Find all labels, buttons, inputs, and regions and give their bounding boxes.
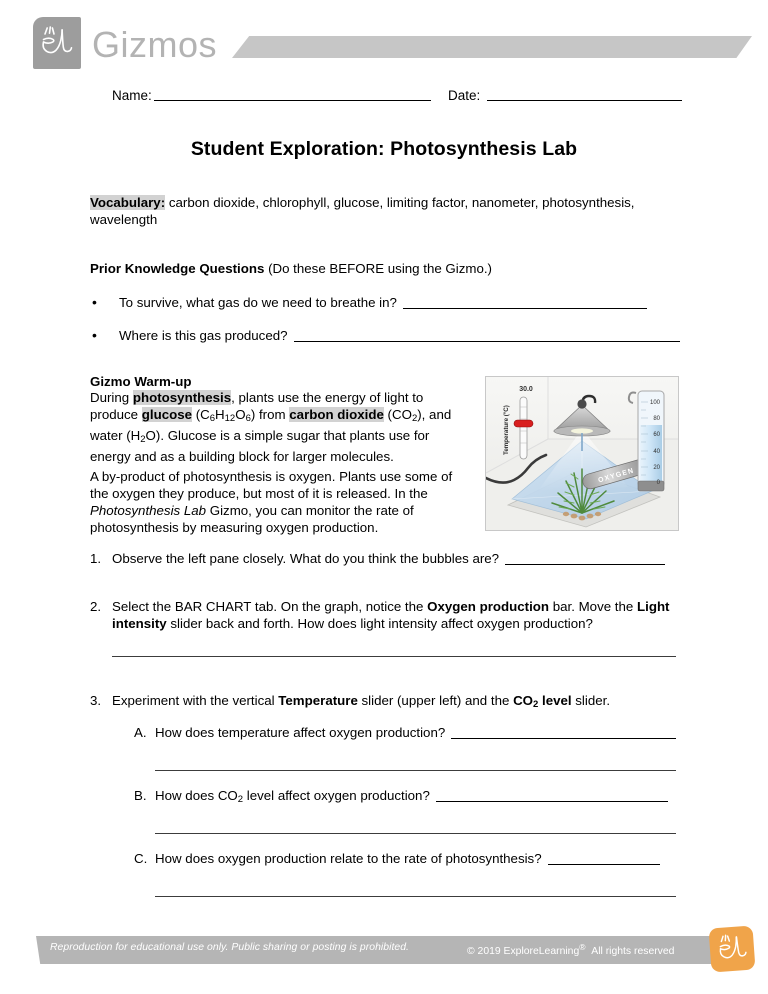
term-carbon-dioxide: carbon dioxide [289,407,384,422]
date-label: Date: [448,88,481,103]
el-script-glyph-icon [709,926,756,973]
question-number: 1. [90,551,102,566]
term-glucose: glucose [141,407,192,422]
vocabulary-block [90,194,680,228]
answer-line[interactable] [451,727,676,739]
bullet-label: Where is this gas produced? [119,328,288,343]
wp2-a: A by-product of photosynthesis is oxygen. Plants use some of the oxygen they produce, but most of it is released. In the [90,469,453,501]
warm-up-paragraph-1 [90,389,460,465]
svg-text:80: 80 [653,416,660,422]
wp1-e: O [235,407,246,422]
svg-text:OXYGEN: OXYGEN [597,467,636,485]
answer-line[interactable] [294,330,680,342]
q3b-b: level affect oxygen production? [243,788,430,803]
page-title: Student Exploration: Photosynthesis Lab [190,138,578,160]
answer-line[interactable] [155,896,676,897]
gizmo-screenshot-image [485,376,679,531]
term-oxygen-production: Oxygen production [427,599,550,614]
prior-knowledge-heading-row [90,260,680,277]
term-photosynthesis: photosynthesis [132,390,232,405]
sub-12: 12 [224,413,236,425]
svg-text:0: 0 [656,480,660,486]
name-date-row [112,88,682,106]
q3-a: Experiment with the vertical [112,693,279,708]
answer-line[interactable] [155,833,676,834]
term-light-intensity: Light intensity [112,599,670,631]
vocabulary-label: Vocabulary: [90,195,166,210]
wp1-c: (C [192,407,210,422]
name-input-line[interactable] [154,88,431,101]
q1-label: Observe the left pane closely. What do you think the bubbles are? [112,551,500,566]
subpart-letter: A. [134,725,147,740]
wp1-f: ) from [250,407,290,422]
answer-line[interactable] [403,297,647,309]
subpart-text [155,850,683,867]
gizmo-name-italic: Photosynthesis Lab [90,503,207,518]
q3-co2: CO [513,693,534,708]
q3-b: slider (upper left) and the [357,693,514,708]
q3c-label: How does oxygen production relate to the rate of photosynthesis? [155,851,542,866]
name-label: Name: [112,88,152,103]
subpart-text [155,724,683,741]
q3a-label: How does temperature affect oxygen production? [155,725,446,740]
q3b-a: How does CO [155,788,238,803]
subpart-letter: B. [134,788,147,803]
question-number: 2. [90,599,102,614]
bullet-text [119,327,680,344]
prior-knowledge-heading: Prior Knowledge Questions [90,261,265,276]
bullet-icon: • [92,327,97,343]
svg-text:40: 40 [653,449,660,455]
question-text [112,550,682,567]
svg-text:60: 60 [653,432,660,438]
q2-c: slider back and forth. How does light intensity affect oxygen production? [166,616,593,631]
term-co2-level [513,693,572,711]
sub-2a: 2 [411,413,418,425]
subpart-text [155,787,683,808]
warm-up-heading: Gizmo Warm-up [90,374,192,389]
temperature-slider-handle [514,420,533,427]
q3-c: slider. [571,693,611,708]
date-input-line[interactable] [487,88,682,101]
bullet-icon: • [92,294,97,310]
answer-line[interactable] [505,553,665,565]
wp2-b: Gizmo, you can monitor the rate of photosynthesis by measuring oxygen production. [90,503,414,535]
wp1-a: During [90,390,133,405]
copyright-symbol: © [467,945,475,957]
q2-b: bar. Move the [549,599,637,614]
svg-text:20: 20 [653,465,660,471]
sub-2c: 2 [533,699,539,711]
question-text [112,692,682,713]
question-text [112,598,682,632]
el-script-glyph-icon [33,17,81,69]
header-banner-stripe [232,36,752,58]
warm-up-paragraph-2 [90,468,465,536]
wp1-i: O). Glucose is a simple sugar that plants use for energy and as a building block for larger molecules. [90,428,430,465]
el-script-logo-icon [33,17,81,69]
footer-usage-notice: Reproduction for educational use only. Public sharing or posting is prohibited. [50,942,409,953]
rights-reserved: All rights reserved [591,945,675,957]
svg-text:100: 100 [649,400,660,406]
answer-line[interactable] [155,770,676,771]
el-script-logo-icon [709,926,756,973]
brand-name: Gizmos [92,24,218,65]
question-number: 3. [90,693,102,708]
footer-copyright [467,942,674,957]
answer-line[interactable] [548,853,660,865]
page-header [0,0,768,84]
answer-line[interactable] [436,790,668,802]
temperature-value: 30.0 [519,386,533,393]
bullet-label: To survive, what gas do we need to breathe in? [119,295,397,310]
sub-2b: 2 [140,434,146,446]
wp1-d: H [215,407,225,422]
wp1-h: ), and water (H [90,407,452,444]
copyright-owner: 2019 ExploreLearning [477,945,580,957]
registered-symbol: ® [579,942,586,952]
subpart-letter: C. [134,851,148,866]
q3-level: level [538,693,572,708]
bullet-text [119,294,647,311]
prior-knowledge-instruction: (Do these BEFORE using the Gizmo.) [268,261,492,276]
temperature-axis-label: Temperature (°C) [503,405,510,455]
sub-6a: 6 [209,413,216,425]
wp1-b: , plants use the energy of light to produce [90,390,424,422]
term-temperature: Temperature [278,693,358,708]
wp1-g: (CO [383,407,412,422]
answer-line[interactable] [112,656,676,657]
q2-a: Select the BAR CHART tab. On the graph, notice the [112,599,428,614]
sub-2d: 2 [237,794,244,806]
vocabulary-terms: carbon dioxide, chlorophyll, glucose, limiting factor, nanometer, photosynthesis, wavelength [90,195,635,227]
photosynthesis-lab-illustration [486,377,678,530]
sub-6b: 6 [245,413,251,425]
